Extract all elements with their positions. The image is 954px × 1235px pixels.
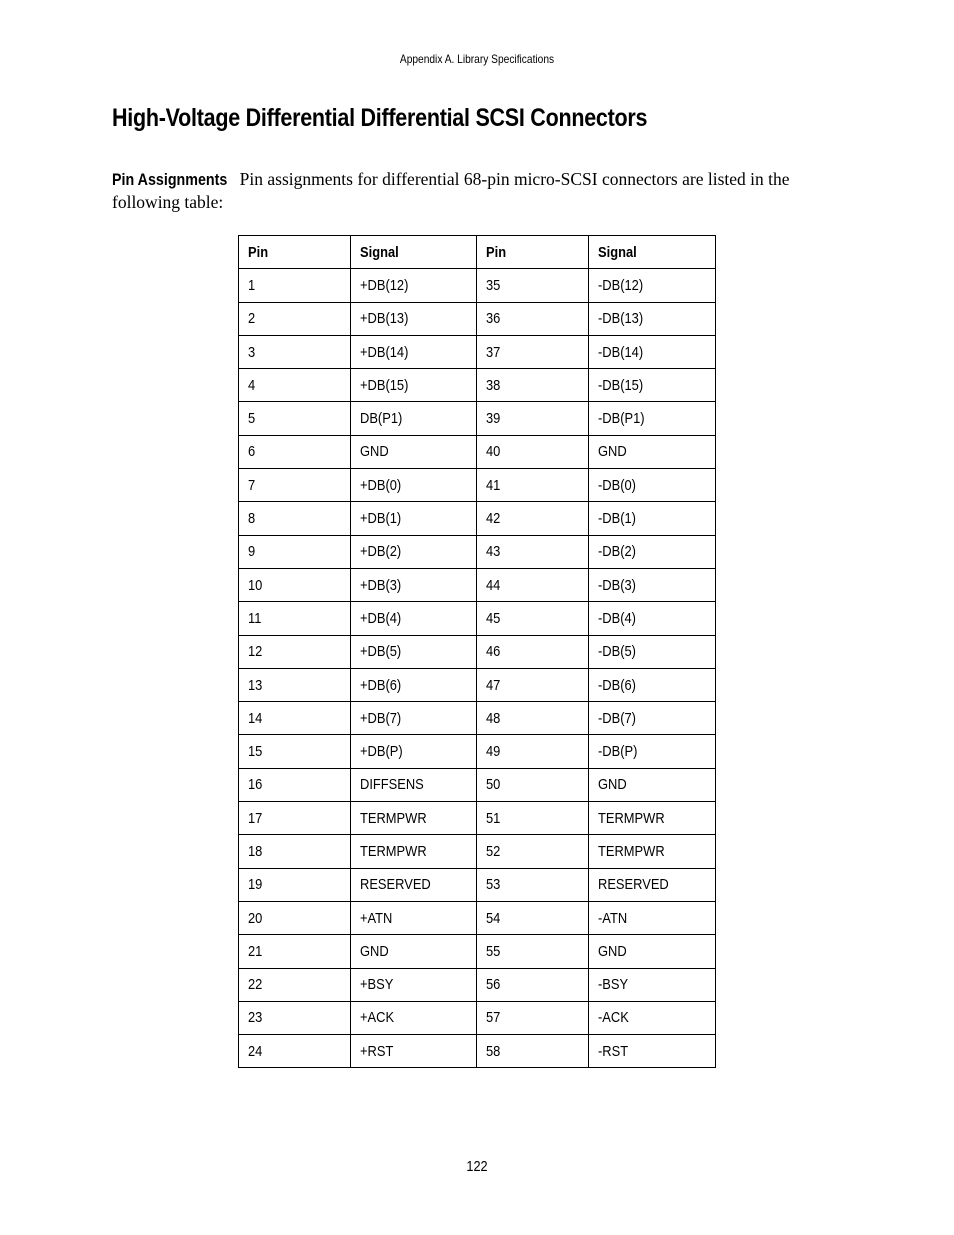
- run-in-heading: Pin Assignments: [112, 170, 228, 189]
- signal-cell: GND: [589, 935, 716, 968]
- pin-number-cell: 51: [477, 802, 589, 835]
- pin-number-cell: 42: [477, 502, 589, 535]
- pin-number-cell: 20: [239, 901, 351, 934]
- pin-number-cell: 49: [477, 735, 589, 768]
- table-row: [239, 802, 716, 835]
- signal-cell: GND: [589, 435, 716, 468]
- pin-number-cell: 1: [239, 269, 351, 302]
- signal-cell: RESERVED: [589, 868, 716, 901]
- pin-number-cell: 39: [477, 402, 589, 435]
- signal-cell: -RST: [589, 1035, 716, 1068]
- pin-number-cell: 50: [477, 768, 589, 801]
- pin-number-cell: 9: [239, 535, 351, 568]
- table-row: [239, 968, 716, 1001]
- table-row: [239, 868, 716, 901]
- signal-cell: GND: [350, 935, 477, 968]
- signal-cell: +DB(P): [350, 735, 477, 768]
- pin-number-cell: 21: [239, 935, 351, 968]
- signal-cell: -DB(3): [589, 568, 716, 601]
- table-header-row: [239, 236, 716, 269]
- pin-number-cell: 44: [477, 568, 589, 601]
- pin-number-cell: 4: [239, 369, 351, 402]
- pin-number-cell: 3: [239, 335, 351, 368]
- signal-cell: -DB(4): [589, 602, 716, 635]
- pin-number-cell: 45: [477, 602, 589, 635]
- pin-number-cell: 37: [477, 335, 589, 368]
- signal-cell: DIFFSENS: [350, 768, 477, 801]
- table-body: [239, 269, 716, 1068]
- pin-number-cell: 36: [477, 302, 589, 335]
- table-row: [239, 535, 716, 568]
- signal-cell: -DB(13): [589, 302, 716, 335]
- pin-number-cell: 55: [477, 935, 589, 968]
- pin-number-cell: 16: [239, 768, 351, 801]
- pin-number-cell: 52: [477, 835, 589, 868]
- table-row: [239, 1001, 716, 1034]
- signal-cell: +BSY: [350, 968, 477, 1001]
- pin-number-cell: 15: [239, 735, 351, 768]
- column-header-pin: Pin: [239, 236, 351, 269]
- pin-number-cell: 48: [477, 702, 589, 735]
- pin-number-cell: 38: [477, 369, 589, 402]
- signal-cell: +DB(14): [350, 335, 477, 368]
- pin-number-cell: 53: [477, 868, 589, 901]
- pin-number-cell: 11: [239, 602, 351, 635]
- pin-number-cell: 40: [477, 435, 589, 468]
- table-row: [239, 835, 716, 868]
- signal-cell: +DB(7): [350, 702, 477, 735]
- signal-cell: RESERVED: [350, 868, 477, 901]
- table-row: [239, 269, 716, 302]
- column-header-signal: Signal: [589, 236, 716, 269]
- column-header-signal: Signal: [350, 236, 477, 269]
- signal-cell: +RST: [350, 1035, 477, 1068]
- page-number: 122: [466, 1158, 488, 1175]
- signal-cell: +DB(6): [350, 668, 477, 701]
- table-row: [239, 568, 716, 601]
- intro-paragraph: [112, 168, 842, 214]
- signal-cell: -DB(2): [589, 535, 716, 568]
- signal-cell: -DB(12): [589, 269, 716, 302]
- pin-number-cell: 47: [477, 668, 589, 701]
- signal-cell: TERMPWR: [350, 835, 477, 868]
- pin-number-cell: 8: [239, 502, 351, 535]
- signal-cell: -DB(7): [589, 702, 716, 735]
- table-row: [239, 768, 716, 801]
- table-row: [239, 1035, 716, 1068]
- signal-cell: +DB(13): [350, 302, 477, 335]
- table-row: [239, 502, 716, 535]
- pin-number-cell: 6: [239, 435, 351, 468]
- pin-number-cell: 13: [239, 668, 351, 701]
- table-row: [239, 369, 716, 402]
- signal-cell: -DB(5): [589, 635, 716, 668]
- signal-cell: GND: [589, 768, 716, 801]
- signal-cell: -DB(6): [589, 668, 716, 701]
- pin-number-cell: 54: [477, 901, 589, 934]
- pin-number-cell: 43: [477, 535, 589, 568]
- signal-cell: +DB(0): [350, 469, 477, 502]
- signal-cell: GND: [350, 435, 477, 468]
- running-header: Appendix A. Library Specifications: [399, 52, 555, 66]
- pin-number-cell: 18: [239, 835, 351, 868]
- section-title: High-Voltage Differential Differential SCSI Connectors: [112, 104, 648, 132]
- table-row: [239, 702, 716, 735]
- intro-text: Pin assignments for differential 68-pin micro-SCSI connectors are listed in the following table:: [112, 169, 790, 212]
- column-header-pin: Pin: [477, 236, 589, 269]
- pin-number-cell: 56: [477, 968, 589, 1001]
- pin-number-cell: 14: [239, 702, 351, 735]
- pin-number-cell: 22: [239, 968, 351, 1001]
- pin-number-cell: 23: [239, 1001, 351, 1034]
- pin-number-cell: 17: [239, 802, 351, 835]
- table-row: [239, 635, 716, 668]
- signal-cell: -DB(0): [589, 469, 716, 502]
- pin-number-cell: 2: [239, 302, 351, 335]
- signal-cell: +DB(4): [350, 602, 477, 635]
- pin-number-cell: 41: [477, 469, 589, 502]
- signal-cell: +DB(5): [350, 635, 477, 668]
- pin-number-cell: 10: [239, 568, 351, 601]
- signal-cell: +DB(12): [350, 269, 477, 302]
- signal-cell: +DB(3): [350, 568, 477, 601]
- signal-cell: -ACK: [589, 1001, 716, 1034]
- table-row: [239, 302, 716, 335]
- signal-cell: +DB(15): [350, 369, 477, 402]
- pin-number-cell: 12: [239, 635, 351, 668]
- signal-cell: -ATN: [589, 901, 716, 934]
- pin-number-cell: 46: [477, 635, 589, 668]
- pin-number-cell: 7: [239, 469, 351, 502]
- table-row: [239, 402, 716, 435]
- table-row: [239, 901, 716, 934]
- signal-cell: +DB(2): [350, 535, 477, 568]
- table-row: [239, 935, 716, 968]
- signal-cell: TERMPWR: [350, 802, 477, 835]
- signal-cell: -BSY: [589, 968, 716, 1001]
- signal-cell: -DB(P): [589, 735, 716, 768]
- table-row: [239, 668, 716, 701]
- signal-cell: TERMPWR: [589, 802, 716, 835]
- signal-cell: +ATN: [350, 901, 477, 934]
- signal-cell: -DB(14): [589, 335, 716, 368]
- signal-cell: -DB(15): [589, 369, 716, 402]
- pin-number-cell: 58: [477, 1035, 589, 1068]
- pin-number-cell: 19: [239, 868, 351, 901]
- signal-cell: -DB(P1): [589, 402, 716, 435]
- pin-assignment-table: [238, 235, 716, 1068]
- signal-cell: TERMPWR: [589, 835, 716, 868]
- signal-cell: +DB(1): [350, 502, 477, 535]
- pin-number-cell: 24: [239, 1035, 351, 1068]
- table-row: [239, 469, 716, 502]
- pin-number-cell: 5: [239, 402, 351, 435]
- table-row: [239, 435, 716, 468]
- table-row: [239, 735, 716, 768]
- signal-cell: DB(P1): [350, 402, 477, 435]
- table-row: [239, 335, 716, 368]
- signal-cell: +ACK: [350, 1001, 477, 1034]
- pin-number-cell: 57: [477, 1001, 589, 1034]
- table-row: [239, 602, 716, 635]
- signal-cell: -DB(1): [589, 502, 716, 535]
- pin-number-cell: 35: [477, 269, 589, 302]
